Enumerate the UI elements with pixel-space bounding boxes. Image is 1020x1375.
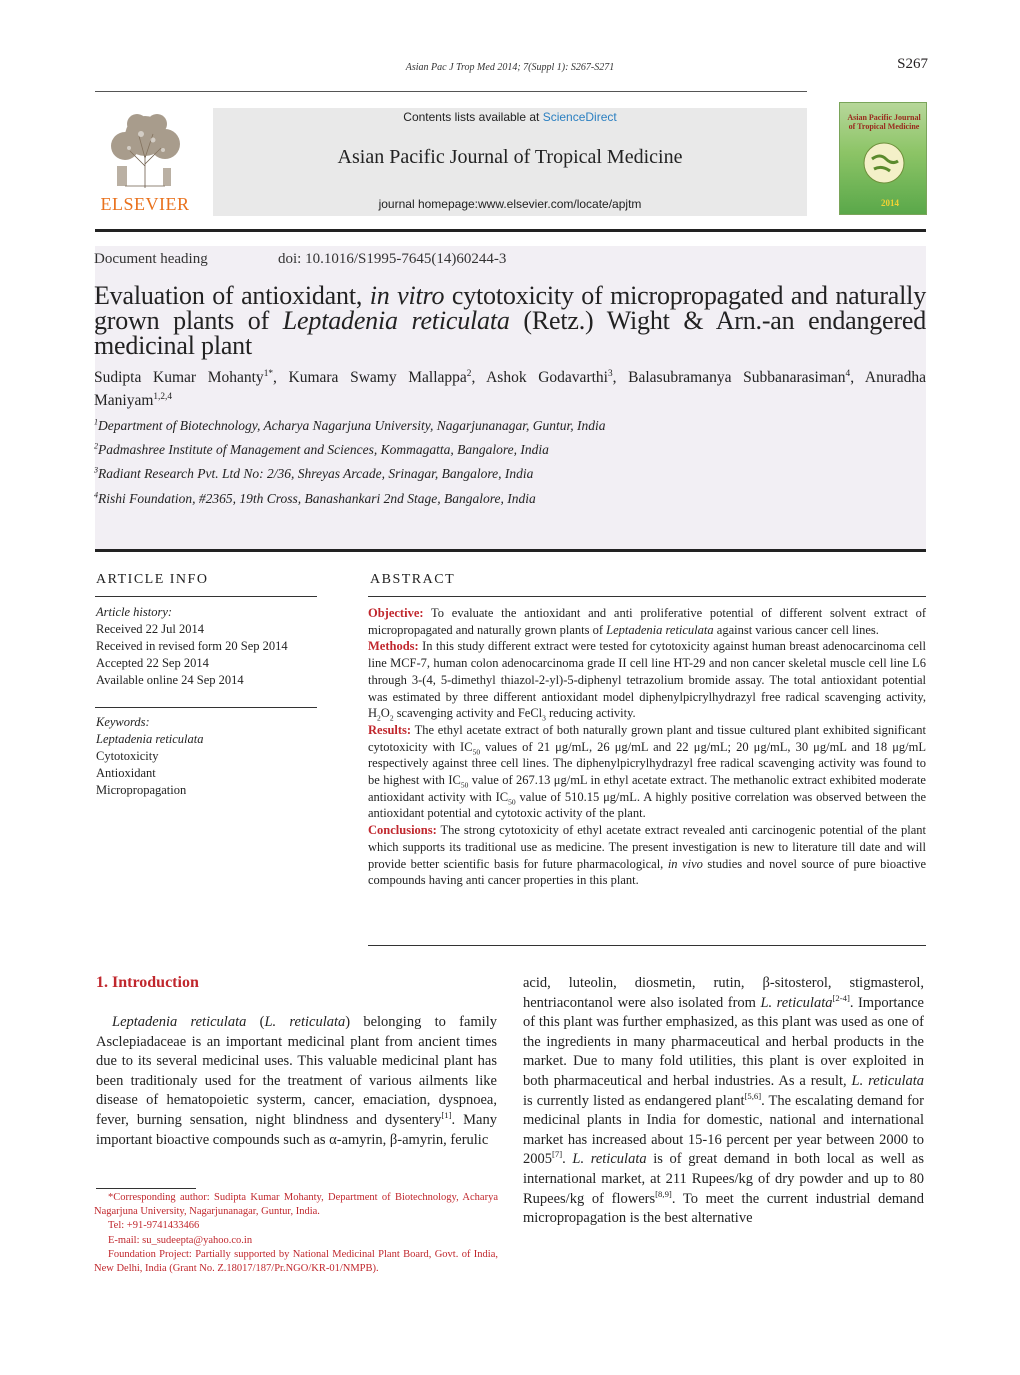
species-abbrev: L. reticulata <box>760 994 833 1011</box>
email-link[interactable]: E-mail: su_sudeepta@yahoo.co.in <box>108 1234 253 1246</box>
conclusions-text: studies and novel source of pure bioactive compounds having anti cancer properties in this plant. <box>368 856 926 888</box>
subscript: 50 <box>508 797 516 807</box>
results-text: values of 21 μg/mL, 26 μg/mL and 22 μg/mL; 20 μg/mL, 30 μg/mL and 18 μg/mL respectively against three cell lines. The diphenylpicrylhydrazyl free radical scavenging activity was found to be highest with IC <box>368 739 926 788</box>
reference-link[interactable]: [1] <box>441 1110 452 1121</box>
keyword[interactable]: Leptadenia reticulata <box>96 732 204 746</box>
journal-cover-image[interactable] <box>839 102 927 215</box>
running-head: Asian Pac J Trop Med 2014; 7(Suppl 1): S267-S271 <box>405 62 615 73</box>
author-name[interactable]: Sudipta Kumar Mohanty <box>94 369 264 386</box>
article-info-heading: ARTICLE INFO <box>96 572 209 587</box>
subscript: 3 <box>542 713 546 723</box>
title-part: cytotoxicity of micropropagated and naturally grown plants of <box>94 281 926 335</box>
abstract-heading: ABSTRACT <box>370 572 456 587</box>
body-text: is currently listed as endangered plant <box>523 1092 745 1109</box>
keyword[interactable]: Antioxidant <box>96 766 156 780</box>
affiliation-number: 4 <box>94 490 99 500</box>
subscript: 2 <box>389 713 394 723</box>
funding-note: Foundation Project: Partially supported by National Medicinal Plant Board, Govt. of India, New Delhi, India (Grant No. Z.18017/187/Pr.NGO/KR-01/NMPB). <box>94 1248 498 1275</box>
methods-text: reducing activity. <box>545 706 636 721</box>
body-column-right <box>523 974 924 1229</box>
header-rule <box>95 91 807 92</box>
footnotes <box>94 1191 498 1276</box>
methods-text: O <box>380 706 390 721</box>
affiliation <box>94 442 926 458</box>
affiliation-number: 2 <box>94 441 99 451</box>
body-text: . Importance of this plant was further emphasized, as this plant was used as one of the ingredients in many pharmaceutical and herbal products in the market. Due to many fold utilities, this plant is over exploited in both pharmaceutical and herbal industries. As a result, <box>523 994 924 1089</box>
title-part: Evaluation of antioxidant, <box>94 281 370 310</box>
body-text: ) belonging to family Asclepiadaceae is an important medicinal plant from ancient times due to its several medicinal uses. This valuable medicinal plant has been traditionaly used for the treatment of various ailments like disease of hematopoietic systerm, cancer, emaciation, dyspnoea, fever, burning sensation, night blindness and dysentery <box>96 1014 497 1128</box>
journal-title: Asian Pacific Journal of Tropical Medicine <box>337 146 683 168</box>
conclusions-label: Conclusions: <box>368 823 437 838</box>
affiliation-text: Rishi Foundation, #2365, 19th Cross, Banashankari 2nd Stage, Bangalore, India <box>98 491 536 506</box>
objective-text: To evaluate the antioxidant and anti proliferative potential of different solvent extract of micropropagated and naturally grown plants of <box>368 606 926 637</box>
body-text: . Many important bioactive compounds such as α-amyrin, β-amyrin, ferulic <box>96 1111 497 1148</box>
abstract-body <box>368 605 926 889</box>
article-title <box>94 283 926 358</box>
body-text: . To meet the current industrial demand micropropagation is the best alternative <box>523 1190 924 1227</box>
author-name[interactable]: Ashok Godavarthi <box>486 369 608 386</box>
objective-label: Objective: <box>368 606 424 620</box>
author-list: Sudipta Kumar Mohanty$^{1*}$, Kumara Swamy Mallappa$^2$, Ashok Godavarthi$^3$, Balasubramanya Subbanarasiman$^4$, Anuradha Maniyam$^{1,2,4}$ <box>94 368 926 409</box>
subscript: 2 <box>377 713 381 723</box>
abstract-objective <box>368 605 926 638</box>
sciencedirect-link[interactable]: ScienceDirect <box>542 110 617 124</box>
title-block-rule <box>95 549 926 552</box>
subscript: 50 <box>460 780 469 790</box>
keyword[interactable]: Micropropagation <box>96 783 187 797</box>
objective-text: against various cancer cell lines. <box>713 622 879 637</box>
author-affiliation-mark: 4 <box>845 368 851 379</box>
reference-link[interactable]: [7] <box>552 1149 563 1160</box>
affiliation <box>94 466 926 482</box>
abstract-results <box>368 722 926 822</box>
author-name[interactable]: Balasubramanya Subbanarasiman <box>628 369 846 386</box>
cover-year: 2014 <box>881 198 899 208</box>
affiliation-text: Padmashree Institute of Management and Sciences, Kommagatta, Bangalore, India <box>98 442 549 457</box>
author-affiliation-mark: 1,2,4 <box>153 391 172 402</box>
article-info-rule <box>95 707 317 708</box>
history-item: Available online 24 Sep 2014 <box>96 673 244 687</box>
methods-text: scavenging activity and FeCl <box>393 706 543 721</box>
reference-link[interactable]: [2-4] <box>832 992 850 1003</box>
author-affiliation-mark: 3 <box>607 368 613 379</box>
results-label: Results: <box>368 722 412 737</box>
affiliation-text: Radiant Research Pvt. Ltd No: 2/36, Shreyas Arcade, Srinagar, Bangalore, India <box>98 466 534 481</box>
doi[interactable]: doi: 10.1016/S1995-7645(14)60244-3 <box>278 251 507 267</box>
keywords <box>96 714 318 799</box>
conclusions-italic: in vivo <box>667 856 703 871</box>
document-heading: Document heading <box>94 251 208 267</box>
body-text: is of great demand in both local as well as international market, at 211 Rupees/kg of dry powder and up to 80 Rupees/kg of flowers <box>523 1151 924 1207</box>
species-abbrev: L. reticulata <box>851 1072 925 1089</box>
author-affiliation-mark: 1* <box>263 368 273 379</box>
species-abbrev: L. reticulata <box>264 1014 346 1030</box>
title-part: (Retz.) Wight & Arn.-an endangered medicinal plant <box>94 306 926 360</box>
body-text: . The escalating demand for medicinal plants in India for domestic, national and international market has increased about 15-16 percent per year between 2000 to 2005 <box>523 1092 924 1168</box>
history-item: Accepted 22 Sep 2014 <box>96 656 209 670</box>
keywords-label: Keywords: <box>96 715 150 729</box>
cover-title: Asian Pacific Journal of Tropical Medicine <box>847 113 921 131</box>
history-item: Received in revised form 20 Sep 2014 <box>96 639 288 653</box>
cover-globe-icon <box>860 139 908 187</box>
subscript: 50 <box>472 747 481 757</box>
author-affiliation-mark: 2 <box>466 368 472 379</box>
abstract-methods <box>368 638 926 722</box>
abstract-rule <box>368 945 926 946</box>
results-text: value of 510.15 μg/mL. A highly positive correlation was observed between the antioxidant potential and cytotoxic activity of the plant. <box>368 789 926 821</box>
history-item: Received 22 Jul 2014 <box>96 622 204 636</box>
body-text: . <box>562 1151 573 1168</box>
title-species: Leptadenia reticulata <box>282 306 510 335</box>
results-text: The ethyl acetate extract of both naturally grown plant and tissue cultured plant exhibited significant cytotoxicity with IC <box>368 722 926 754</box>
affiliation <box>94 491 926 507</box>
masthead-rule <box>95 229 926 232</box>
contents-prefix: Contents lists available at <box>403 110 543 124</box>
body-text: acid, luteolin, diosmetin, rutin, β-sitosterol, stigmasterol, hentriacontanol were also isolated from <box>523 975 924 1011</box>
page-number: S267 <box>897 56 928 72</box>
title-italic: in vitro <box>369 281 445 310</box>
methods-label: Methods: <box>368 639 419 654</box>
reference-link[interactable]: [8,9] <box>655 1188 672 1199</box>
results-text: value of 267.13 μg/mL in ethyl acetate extract. The methanolic extract exhibited moderate antioxidant activity with IC <box>368 773 926 804</box>
conclusions-text: The strong cytotoxicity of ethyl acetate extract revealed anti carcinogenic potential of the plant which supports its traditional use as medicine. The present investigation is new to literature till date and will provide better scientific basis for future pharmacological, <box>368 823 926 871</box>
affiliation-number: 1 <box>94 417 99 427</box>
footnote-rule <box>96 1188 196 1189</box>
author-name[interactable]: Anuradha Maniyam <box>94 369 926 409</box>
body-text: ( <box>246 1014 265 1030</box>
body-column-left <box>96 1013 497 1150</box>
affiliation-number: 3 <box>94 465 99 475</box>
species-name: Leptadenia reticulata <box>112 1014 247 1030</box>
author-name[interactable]: Kumara Swamy Mallappa <box>288 369 467 386</box>
keyword[interactable]: Cytotoxicity <box>96 749 159 763</box>
history-label: Article history: <box>96 605 173 619</box>
species-abbrev: L. reticulata <box>572 1151 647 1168</box>
section-heading-introduction: 1. Introduction <box>96 974 199 991</box>
methods-text: In this study different extract were tested for cytotoxicity against human breast adenocarcinoma cell line MCF-7, human colon adenocarcinoma grade II cell line HT-29 and non cancer skeletal muscle cell line L6 through 3-(4, 5-dimethyl thiazol-2-yl)-5-diphenyl tetrazolium bromide assay. The total antioxidant potential was estimated by three different antioxidant model diphenylpicrylhydrazyl free radical scavenging activity, H <box>368 639 926 721</box>
corresponding-author-note: *Corresponding author: Sudipta Kumar Mohanty, Department of Biotechnology, Acharya Nagarjuna University, Nagarjunanagar, Guntur, India. <box>94 1192 498 1218</box>
telephone: Tel: +91-9741433466 <box>108 1220 200 1232</box>
affiliation-text: Department of Biotechnology, Acharya Nagarjuna University, Nagarjunanagar, Guntur, India <box>98 418 606 433</box>
reference-link[interactable]: [5,6] <box>744 1090 762 1101</box>
elsevier-wordmark: ELSEVIER <box>100 194 190 214</box>
abstract-rule <box>368 596 926 597</box>
affiliation <box>94 418 926 434</box>
journal-homepage-link[interactable]: journal homepage:www.elsevier.com/locate/apjtm <box>378 197 642 211</box>
abstract-conclusions <box>368 822 926 889</box>
article-history <box>96 604 318 689</box>
objective-species: Leptadenia reticulata <box>606 622 714 637</box>
contents-line <box>213 110 807 124</box>
article-info-rule <box>95 596 317 597</box>
